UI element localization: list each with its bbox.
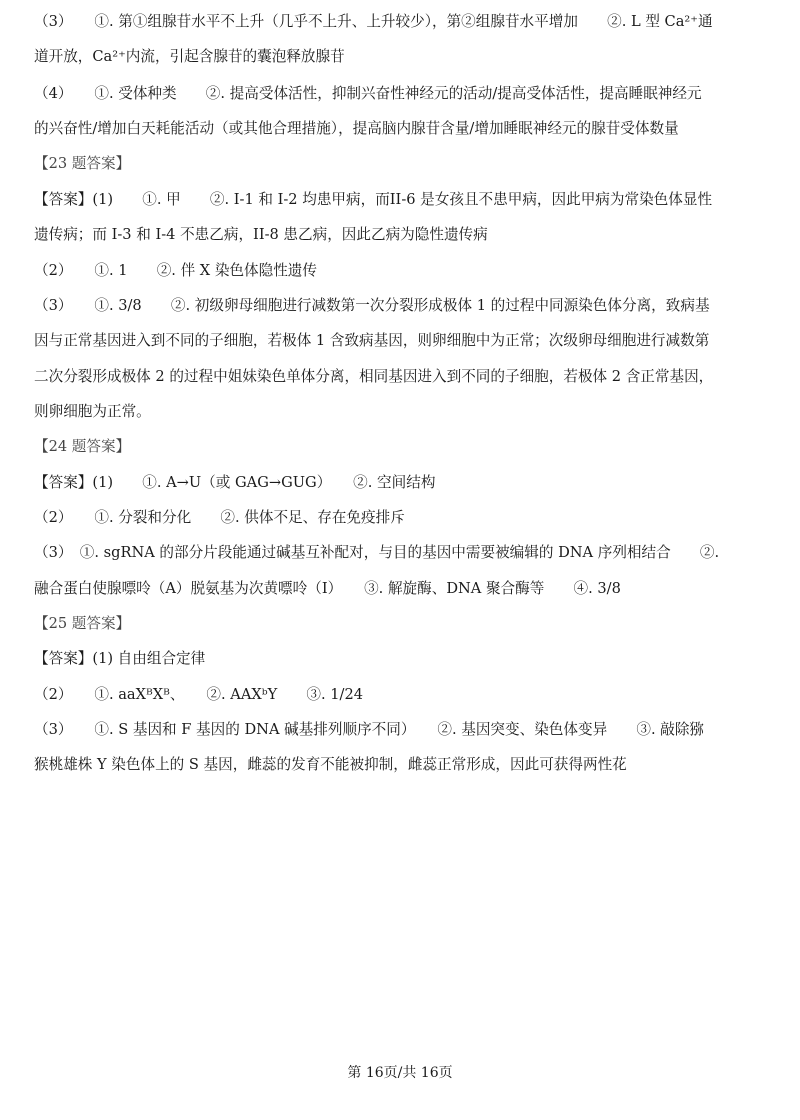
answer-line: 【答案】(1) ①. 甲 ②. I-1 和 I-2 均患甲病，而II-6 是女孩且不患甲病，因此甲病为常染色体显性 <box>34 191 713 208</box>
answer-line: （2） ①. 1 ②. 伴 X 染色体隐性遗传 <box>34 262 317 279</box>
answer-line: （2） ①. 分裂和分化 ②. 供体不足、存在免疫排斥 <box>34 509 405 526</box>
section-header-24: 【24 题答案】 <box>34 438 131 455</box>
answer-line: （4） ①. 受体种类 ②. 提高受体活性，抑制兴奋性神经元的活动/提高受体活性，提高睡眠神经元 <box>34 85 702 102</box>
answer-line: 因与正常基因进入到不同的子细胞，若极体 1 含致病基因，则卵细胞中为正常；次级卵母细胞进行减数第 <box>34 332 710 349</box>
answer-line: （3） ①. 3/8 ②. 初级卵母细胞进行减数第一次分裂形成极体 1 的过程中同源染色体分离，致病基 <box>34 297 710 314</box>
answer-line: 【答案】(1) ①. A→U（或 GAG→GUG） ②. 空间结构 <box>34 474 436 491</box>
answer-line: （3） ①. 第①组腺苷水平不上升（几乎不上升、上升较少），第②组腺苷水平增加 ②. L 型 Ca²⁺通 <box>34 13 713 30</box>
answer-line: 道开放，Ca²⁺内流，引起含腺苷的囊泡释放腺苷 <box>34 48 345 65</box>
answer-line: 【答案】(1) 自由组合定律 <box>34 650 206 667</box>
answer-line: 遗传病；而 I-3 和 I-4 不患乙病，II-8 患乙病，因此乙病为隐性遗传病 <box>34 226 488 243</box>
answer-line: （2） ①. aaXᴮXᴮ、 ②. AAXᵇY ③. 1/24 <box>34 686 364 703</box>
page-number-footer: 第 16页/共 16页 <box>347 1065 453 1081</box>
answer-line: 二次分裂形成极体 2 的过程中姐妹染色单体分离，相同基因进入到不同的子细胞，若极体 2 含正常基因， <box>34 368 714 385</box>
section-header-23: 【23 题答案】 <box>34 155 131 172</box>
answer-line: 融合蛋白使腺嘌呤（A）脱氨基为次黄嘌呤（I） ③. 解旋酶、DNA 聚合酶等 ④. 3/8 <box>34 580 621 597</box>
answer-line: （3） ①. sgRNA 的部分片段能通过碱基互补配对，与目的基因中需要被编辑的 DNA 序列相结合 ②. <box>34 544 720 561</box>
section-header-25: 【25 题答案】 <box>34 615 131 632</box>
answer-line: 猴桃雄株 Y 染色体上的 S 基因，雌蕊的发育不能被抑制，雌蕊正常形成，因此可获得两性花 <box>34 756 627 773</box>
answer-line: 的兴奋性/增加白天耗能活动（或其他合理措施），提高脑内腺苷含量/增加睡眠神经元的腺苷受体数量 <box>34 120 679 137</box>
answer-line: （3） ①. S 基因和 F 基因的 DNA 碱基排列顺序不同） ②. 基因突变、染色体变异 ③. 敲除猕 <box>34 721 705 738</box>
answer-line: 则卵细胞为正常。 <box>34 403 151 420</box>
